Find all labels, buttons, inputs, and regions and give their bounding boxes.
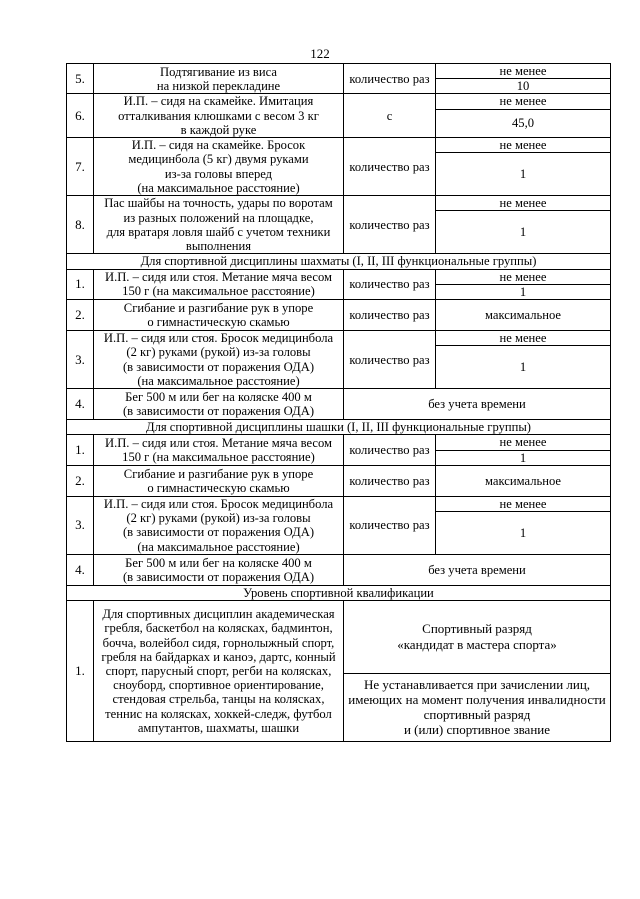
exercise-name: Бег 500 м или бег на коляске 400 м (в зависимости от поражения ОДА) [94, 555, 344, 586]
norm-value: 1 [436, 284, 611, 299]
table-row [67, 465, 611, 496]
unit-cell: количество раз [344, 465, 436, 496]
exercise-name: Подтягивание из виса на низкой перекладине [94, 64, 344, 94]
norm-value: без учета времени [344, 555, 611, 586]
not-less-label: не менее [436, 435, 611, 450]
unit-cell: количество раз [344, 331, 436, 389]
row-number: 3. [67, 331, 94, 389]
unit-cell: количество раз [344, 496, 436, 554]
page-number: 122 [310, 46, 330, 61]
exercise-name: И.П. – сидя или стоя. Метание мяча весом 150 г (на максимальное расстояние) [94, 435, 344, 465]
unit-cell: количество раз [344, 64, 436, 94]
not-less-label: не менее [436, 331, 611, 346]
row-number: 7. [67, 138, 94, 196]
not-less-label: не менее [436, 64, 611, 79]
norm-value: 1 [436, 153, 611, 196]
norms-table [66, 63, 611, 742]
norm-value: 1 [436, 346, 611, 389]
exercise-name: Бег 500 м или бег на коляске 400 м (в зависимости от поражения ОДА) [94, 389, 344, 420]
norm-value: 1 [436, 211, 611, 254]
row-number: 2. [67, 465, 94, 496]
exercise-name: Сгибание и разгибание рук в упоре о гимнастическую скамью [94, 300, 344, 331]
row-number: 6. [67, 94, 94, 138]
row-number: 2. [67, 300, 94, 331]
row-number: 8. [67, 196, 94, 254]
rank-note: Не устанавливается при зачислении лиц, имеющих на момент получения инвалидности спортивный разряд и (или) спортивное звание [344, 673, 611, 741]
unit-cell: количество раз [344, 196, 436, 254]
not-less-label: не менее [436, 269, 611, 284]
row-number: 4. [67, 555, 94, 586]
norm-value: максимальное [436, 300, 611, 331]
row-number: 1. [67, 269, 94, 299]
row-number: 1. [67, 435, 94, 465]
exercise-name: Пас шайбы на точность, удары по воротам из разных положений на площадке, для вратаря ловля шайб с учетом техники выполнения [94, 196, 344, 254]
row-number: 4. [67, 389, 94, 420]
unit-cell: количество раз [344, 269, 436, 299]
exercise-name: И.П. – сидя на скамейке. Бросок медицинбола (5 кг) двумя руками из-за головы вперед (на максимальное расстояние) [94, 138, 344, 196]
norm-value: 1 [436, 512, 611, 555]
table-row [67, 555, 611, 586]
exercise-name: Сгибание и разгибание рук в упоре о гимнастическую скамью [94, 465, 344, 496]
table-row [67, 601, 611, 673]
not-less-label: не менее [436, 94, 611, 109]
exercise-name: И.П. – сидя или стоя. Бросок медицинбола (2 кг) руками (рукой) из-за головы (в зависимости от поражения ОДА) (на максимальное расстояние) [94, 331, 344, 389]
row-number: 1. [67, 601, 94, 742]
table-row [67, 300, 611, 331]
unit-cell: количество раз [344, 435, 436, 465]
section-title-checkers: Для спортивной дисциплины шашки (I, II, III функциональные группы) [67, 420, 611, 435]
table-row [67, 435, 611, 450]
table-row [67, 496, 611, 511]
norm-value: максимальное [436, 465, 611, 496]
not-less-label: не менее [436, 496, 611, 511]
table-row [67, 389, 611, 420]
not-less-label: не менее [436, 138, 611, 153]
table-row [67, 269, 611, 284]
norm-value: 1 [436, 450, 611, 465]
table-row [67, 196, 611, 211]
section-title-qualification: Уровень спортивной квалификации [67, 586, 611, 601]
sport-rank: Спортивный разряд «кандидат в мастера спорта» [344, 601, 611, 673]
unit-cell: с [344, 94, 436, 138]
norm-value: 10 [436, 79, 611, 94]
exercise-name: И.П. – сидя или стоя. Метание мяча весом 150 г (на максимальное расстояние) [94, 269, 344, 299]
section-title-chess: Для спортивной дисциплины шахматы (I, II, III функциональные группы) [67, 254, 611, 269]
row-number: 3. [67, 496, 94, 554]
table-row [67, 64, 611, 79]
norm-value: без учета времени [344, 389, 611, 420]
table-row [67, 94, 611, 109]
disciplines-list: Для спортивных дисциплин академическая гребля, баскетбол на колясках, бадминтон, бочча, волейбол сидя, горнолыжный спорт, гребля на байдарках и каноэ, дартс, конный спорт, парусный спорт, регби на колясках, сноуборд, спортивное ориентирование, стендовая стрельба, танцы на колясках, теннис на колясках, хоккей-следж, футбол ампутантов, шахматы, шашки [94, 601, 344, 742]
unit-cell: количество раз [344, 300, 436, 331]
exercise-name: И.П. – сидя на скамейке. Имитация отталкивания клюшками с весом 3 кг в каждой руке [94, 94, 344, 138]
row-number: 5. [67, 64, 94, 94]
table-row [67, 138, 611, 153]
not-less-label: не менее [436, 196, 611, 211]
norm-value: 45,0 [436, 109, 611, 137]
table-row [67, 331, 611, 346]
exercise-name: И.П. – сидя или стоя. Бросок медицинбола (2 кг) руками (рукой) из-за головы (в зависимости от поражения ОДА) (на максимальное расстояние) [94, 496, 344, 554]
unit-cell: количество раз [344, 138, 436, 196]
